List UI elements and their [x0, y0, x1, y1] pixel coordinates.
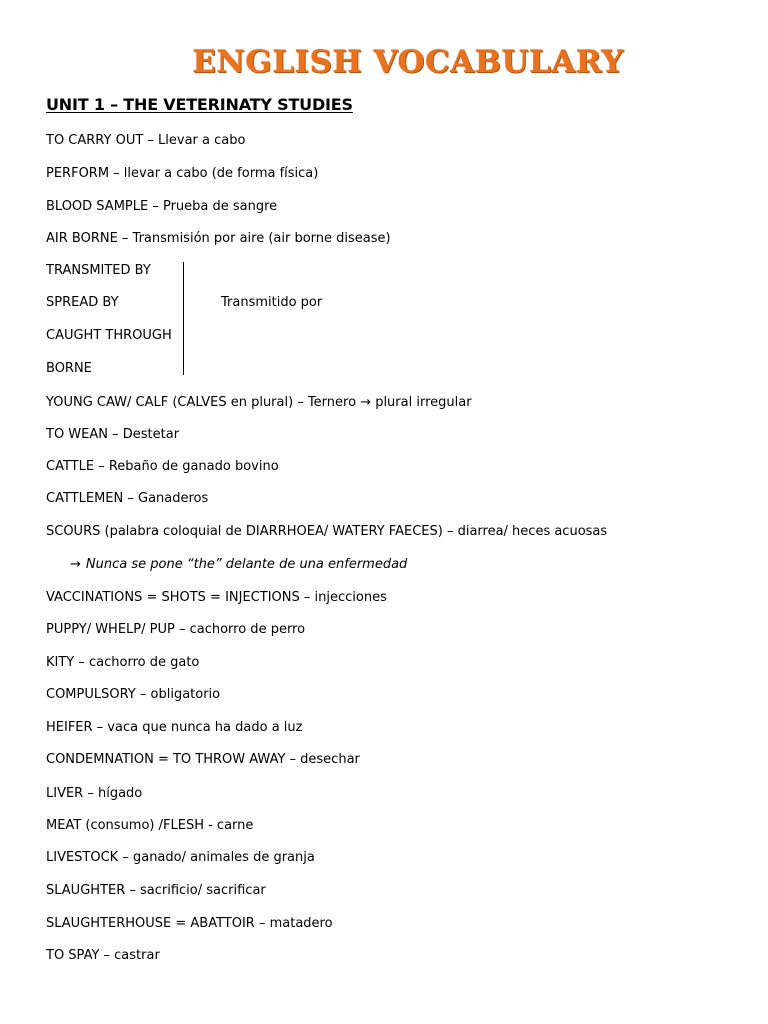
vocab-entry: HEIFER – vaca que nunca ha dado a luz: [46, 720, 303, 735]
vocab-entry: BLOOD SAMPLE – Prueba de sangre: [46, 199, 278, 214]
vocab-entry: PERFORM – llevar a cabo (de forma física): [46, 166, 319, 181]
grouping-bracket: [183, 262, 184, 375]
vocab-entry: SCOURS (palabra coloquial de DIARRHOEA/ WATERY FAECES) – diarrea/ heces acuosas: [46, 524, 608, 539]
vocab-entry: LIVESTOCK – ganado/ animales de granja: [46, 850, 315, 865]
vocab-entry: CONDEMNATION = TO THROW AWAY – desechar: [46, 752, 360, 767]
vocab-entry: LIVER – hígado: [46, 786, 143, 801]
page-title: ENGLISH VOCABULARY: [192, 44, 624, 80]
vocab-entry: KITY – cachorro de gato: [46, 655, 200, 670]
vocab-entry: AIR BORNE – Transmisión por aire (air borne disease): [46, 231, 391, 246]
vocab-entry: BORNE: [46, 361, 92, 376]
vocab-entry: COMPULSORY – obligatorio: [46, 687, 221, 702]
vocab-entry: YOUNG CAW/ CALF (CALVES en plural) – Ternero → plural irregular: [46, 395, 472, 410]
vocab-entry: CATTLEMEN – Ganaderos: [46, 491, 209, 506]
vocab-entry: TRANSMITED BY: [46, 263, 151, 278]
arrow-right-icon: →: [70, 557, 81, 572]
vocab-entry: PUPPY/ WHELP/ PUP – cachorro de perro: [46, 622, 306, 637]
vocab-entry: SPREAD BY: [46, 295, 119, 310]
grammar-note: [70, 557, 407, 573]
vocab-entry: VACCINATIONS = SHOTS = INJECTIONS – injecciones: [46, 590, 387, 605]
vocab-entry: CAUGHT THROUGH: [46, 328, 172, 343]
vocab-entry: SLAUGHTER – sacrificio/ sacrificar: [46, 883, 266, 898]
grammar-note-text: Nunca se pone “the” delante de una enfermedad: [85, 557, 408, 572]
grouping-label: Transmitido por: [221, 295, 323, 310]
vocab-entry: TO SPAY – castrar: [46, 948, 160, 963]
vocab-entry: MEAT (consumo) /FLESH - carne: [46, 818, 254, 833]
vocab-entry: CATTLE – Rebaño de ganado bovino: [46, 459, 279, 474]
vocab-entry: SLAUGHTERHOUSE = ABATTOIR – matadero: [46, 916, 333, 931]
vocab-entry: TO CARRY OUT – Llevar a cabo: [46, 133, 246, 148]
unit-heading: UNIT 1 – THE VETERINATY STUDIES: [46, 95, 353, 114]
vocab-entry: TO WEAN – Destetar: [46, 427, 180, 442]
